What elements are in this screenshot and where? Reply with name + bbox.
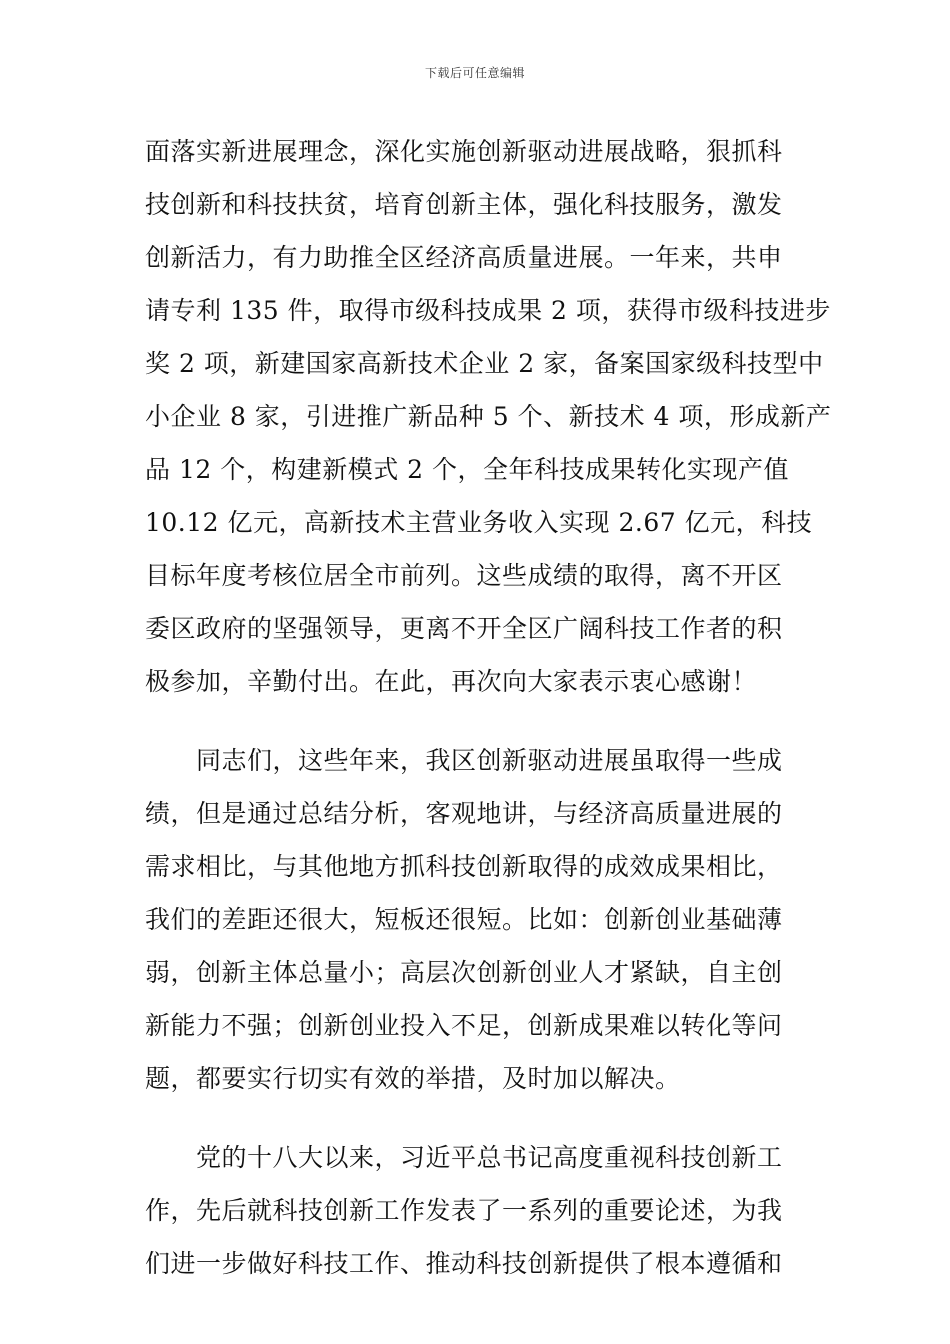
- paragraph: [145, 1131, 807, 1290]
- text-line: 绩，但是通过总结分析，客观地讲，与经济高质量进展的: [145, 799, 783, 828]
- text-line: 小企业 8 家，引进推广新品种 5 个、新技术 4 项，形成新产: [145, 402, 832, 431]
- text-line: 弱，创新主体总量小；高层次创新创业人才紧缺，自主创: [145, 958, 783, 987]
- text-line: 奖 2 项，新建国家高新技术企业 2 家，备案国家级科技型中: [145, 349, 824, 378]
- text-line: 请专利 135 件，取得市级科技成果 2 项，获得市级科技进步: [145, 296, 831, 325]
- text-line: 新能力不强；创新创业投入不足，创新成果难以转化等问: [145, 1011, 783, 1040]
- text-line: 极参加，辛勤付出。在此，再次向大家表示衷心感谢！: [145, 667, 758, 696]
- text-line: 10.12 亿元，高新技术主营业务收入实现 2.67 亿元，科技: [145, 508, 813, 537]
- text-line: 同志们，这些年来，我区创新驱动进展虽取得一些成: [145, 746, 783, 775]
- text-line: 目标年度考核位居全市前列。这些成绩的取得，离不开区: [145, 561, 783, 590]
- text-line: 们进一步做好科技工作、推动科技创新提供了根本遵循和: [145, 1249, 783, 1278]
- text-line: 创新活力，有力助推全区经济高质量进展。一年来，共申: [145, 243, 783, 272]
- text-line: 作，先后就科技创新工作发表了一系列的重要论述，为我: [145, 1196, 783, 1225]
- text-line: 面落实新进展理念，深化实施创新驱动进展战略，狠抓科: [145, 137, 783, 166]
- paragraph-gap: [145, 708, 807, 734]
- text-line: 我们的差距还很大，短板还很短。比如：创新创业基础薄: [145, 905, 783, 934]
- text-line: 技创新和科技扶贫，培育创新主体，强化科技服务，激发: [145, 190, 783, 219]
- page-header: 下载后可任意编辑: [424, 66, 525, 80]
- text-line: 党的十八大以来，习近平总书记高度重视科技创新工: [145, 1143, 783, 1172]
- paragraph-gap: [145, 1105, 807, 1131]
- paragraph: [145, 125, 832, 708]
- text-line: 需求相比，与其他地方抓科技创新取得的成效成果相比，: [145, 852, 783, 881]
- text-line: 品 12 个，构建新模式 2 个，全年科技成果转化实现产值: [145, 455, 790, 484]
- document-body: [145, 125, 832, 1290]
- paragraph: [145, 734, 807, 1105]
- text-line: 题，都要实行切实有效的举措，及时加以解决。: [145, 1064, 681, 1093]
- text-line: 委区政府的坚强领导，更离不开全区广阔科技工作者的积: [145, 614, 783, 643]
